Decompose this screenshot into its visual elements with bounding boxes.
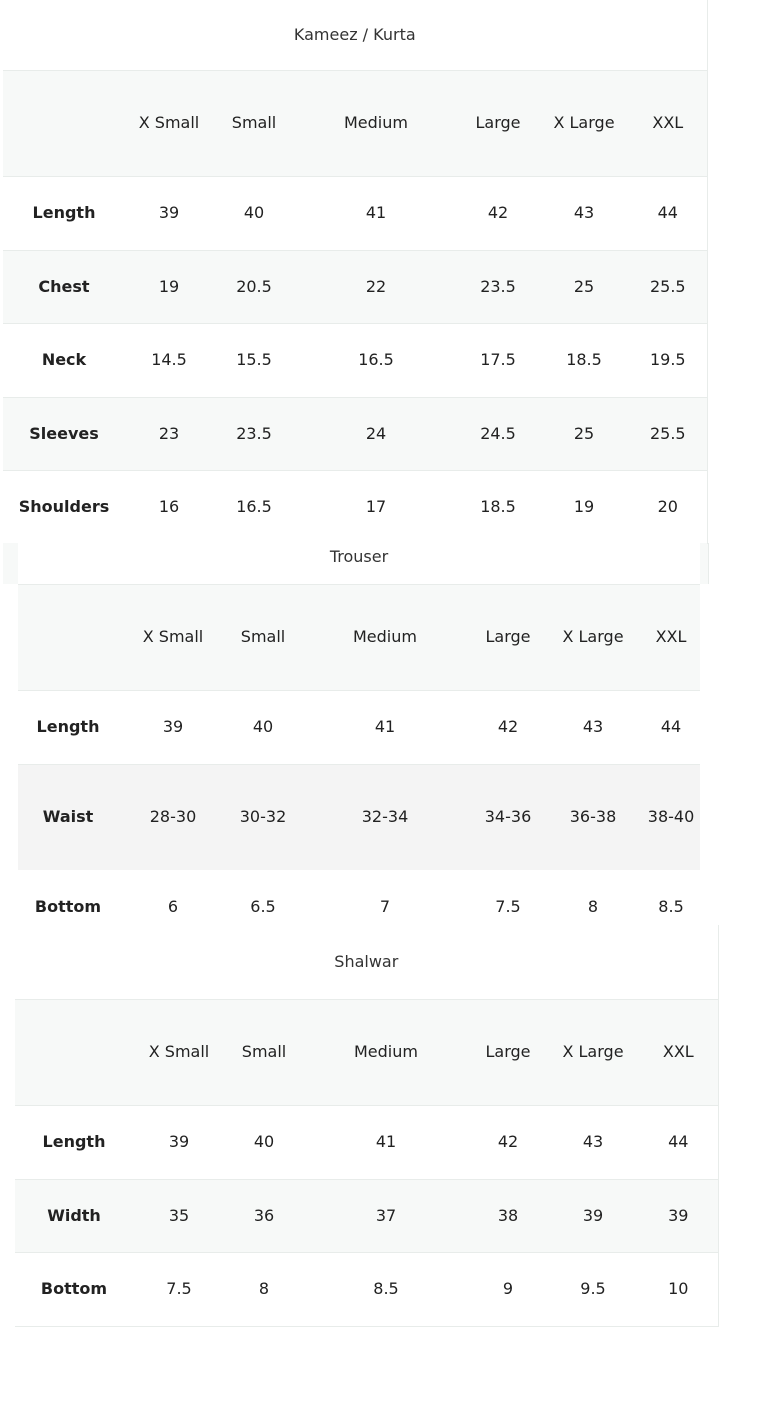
table-cell: 37 — [375, 1205, 397, 1225]
size-header: XXL — [652, 113, 684, 132]
row-label: Bottom — [40, 1279, 108, 1298]
row-label: Length — [32, 203, 96, 222]
table-cell: 15.5 — [236, 350, 272, 369]
table-cell: 40 — [243, 203, 265, 222]
table-cell: 42 — [487, 203, 509, 222]
table-row — [18, 764, 700, 870]
row-label: Sleeves — [29, 423, 99, 443]
row-label: Width — [47, 1205, 101, 1225]
table-cell: 41 — [374, 717, 396, 736]
table-cell: 32-34 — [361, 807, 409, 827]
table-cell: 39 — [168, 1132, 190, 1151]
size-header-row — [18, 584, 700, 690]
table-cell: 19 — [573, 497, 595, 517]
table-cell: 40 — [253, 1132, 275, 1151]
table-cell: 16.5 — [236, 497, 272, 517]
table-cell: 20.5 — [236, 276, 272, 296]
table-cell: 43 — [582, 1132, 604, 1151]
table-cell: 19.5 — [649, 350, 686, 369]
size-table-kameez — [3, 0, 708, 544]
size-header: XXL — [655, 627, 687, 646]
table-cell: 39 — [582, 1205, 604, 1225]
table-cell: 41 — [375, 1132, 397, 1151]
size-header: X Large — [562, 1042, 624, 1061]
row-label: Length — [36, 717, 100, 736]
table-cell: 39 — [668, 1205, 689, 1225]
table-cell: 7 — [379, 897, 391, 916]
size-header: Small — [241, 1042, 287, 1061]
table-cell: 23.5 — [480, 276, 516, 296]
table-cell: 6.5 — [250, 897, 276, 916]
table-cell: 40 — [252, 717, 274, 736]
table-cell: 25.5 — [649, 423, 686, 443]
table-row — [18, 690, 700, 764]
size-header: X Large — [562, 627, 624, 646]
table-cell: 44 — [657, 203, 678, 222]
size-table-shalwar — [15, 925, 719, 1327]
table-cell: 41 — [365, 203, 387, 222]
table-row — [3, 250, 707, 323]
table-cell: 17.5 — [480, 350, 516, 369]
row-label: Bottom — [34, 897, 102, 916]
table-cell: 9 — [502, 1279, 514, 1298]
size-header: Medium — [354, 1042, 418, 1061]
size-header: X Large — [553, 113, 615, 132]
table-row — [3, 397, 707, 470]
size-table-trouser — [18, 530, 700, 944]
table-cell: 7.5 — [495, 897, 521, 916]
table-cell: 38 — [497, 1205, 519, 1225]
table-cell: 44 — [668, 1132, 689, 1151]
size-header: X Small — [148, 1042, 210, 1061]
table-cell: 25.5 — [649, 276, 686, 296]
row-label: Length — [42, 1132, 106, 1151]
table-cell: 16.5 — [358, 350, 394, 369]
table-cell: 16 — [158, 497, 180, 517]
size-header: Medium — [344, 113, 408, 132]
table-cell: 38-40 — [647, 807, 695, 827]
table-cell: 19 — [158, 276, 180, 296]
size-header: XXL — [662, 1042, 694, 1061]
table-cell: 23.5 — [236, 423, 272, 443]
size-header: X Small — [138, 113, 200, 132]
table-cell: 8.5 — [658, 897, 684, 916]
table-cell: 7.5 — [166, 1279, 192, 1298]
table-cell: 18.5 — [566, 350, 602, 369]
table-cell: 25 — [573, 276, 595, 296]
table-cell: 8.5 — [373, 1279, 399, 1298]
row-label: Neck — [41, 350, 87, 369]
table-row — [15, 1179, 718, 1252]
table-title: Shalwar — [334, 951, 399, 971]
size-header: X Small — [142, 627, 204, 646]
table-cell: 20 — [657, 497, 678, 517]
table-cell: 39 — [162, 717, 184, 736]
table-cell: 28-30 — [149, 807, 197, 827]
table-cell: 8 — [587, 897, 599, 916]
table-cell: 34-36 — [484, 807, 532, 827]
table-edge-fill — [700, 543, 709, 584]
table-cell: 6 — [167, 897, 179, 916]
row-label: Chest — [38, 276, 90, 296]
size-header-row — [15, 999, 718, 1105]
size-header-row — [3, 70, 707, 176]
size-header: Small — [231, 113, 277, 132]
table-cell: 9.5 — [580, 1279, 606, 1298]
table-cell: 17 — [365, 497, 387, 517]
table-cell: 36-38 — [569, 807, 617, 827]
table-cell: 25 — [573, 423, 595, 443]
table-cell: 10 — [668, 1279, 689, 1298]
size-header: Medium — [353, 627, 417, 646]
table-edge-fill — [3, 543, 18, 584]
table-row — [3, 176, 707, 250]
table-title: Trouser — [18, 530, 700, 584]
table-cell: 23 — [158, 423, 180, 443]
table-cell: 24 — [365, 423, 387, 443]
table-cell: 24.5 — [480, 423, 516, 443]
table-row — [3, 323, 707, 397]
table-cell: 42 — [497, 1132, 519, 1151]
table-cell: 36 — [253, 1205, 275, 1225]
size-header: Large — [475, 113, 521, 132]
size-header: Large — [485, 627, 531, 646]
table-row — [15, 1105, 718, 1179]
table-title: Kameez / Kurta — [293, 24, 416, 44]
row-label: Waist — [42, 807, 94, 827]
size-header: Small — [240, 627, 286, 646]
table-row — [15, 1252, 718, 1326]
table-cell: 42 — [497, 717, 519, 736]
table-cell: 43 — [582, 717, 604, 736]
table-cell: 22 — [365, 276, 387, 296]
table-cell: 30-32 — [239, 807, 287, 827]
table-cell: 43 — [573, 203, 595, 222]
table-cell: 39 — [158, 203, 180, 222]
table-cell: 18.5 — [480, 497, 516, 517]
table-cell: 14.5 — [151, 350, 187, 369]
table-cell: 44 — [660, 717, 682, 736]
table-cell: 35 — [168, 1205, 190, 1225]
table-cell: 8 — [258, 1279, 270, 1298]
size-header: Large — [485, 1042, 531, 1061]
row-label: Shoulders — [18, 497, 110, 517]
